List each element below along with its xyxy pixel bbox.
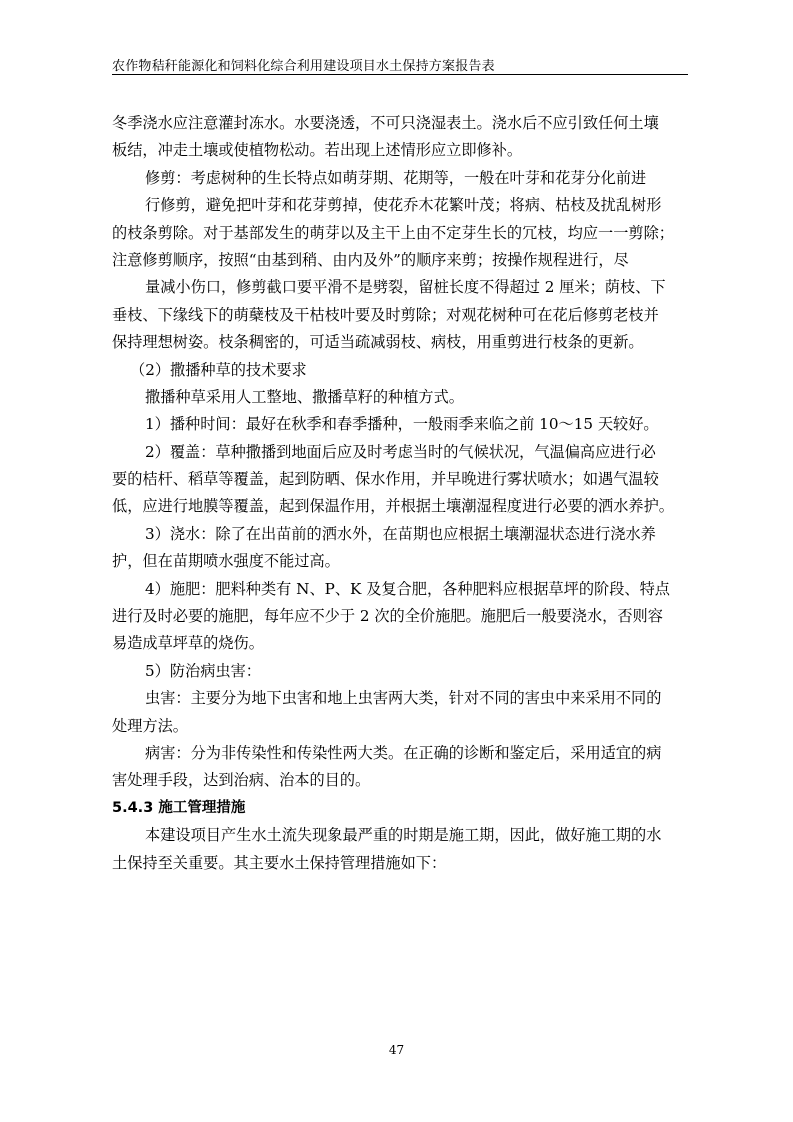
paragraph-line: 低，应进行地膜等覆盖，起到保温作用，并根据土壤潮湿程度进行必要的洒水养护。 <box>112 497 674 516</box>
page-number: 47 <box>388 1043 405 1057</box>
paragraph-line: 5）防治病虫害： <box>145 661 261 680</box>
page-header: 农作物秸秆能源化和饲料化综合利用建设项目水土保持方案报告表 <box>112 59 495 74</box>
subsection-title: （2）撒播种草的技术要求 <box>130 360 307 379</box>
paragraph-line: 注意修剪顺序，按照“由基到稍、由内及外”的顺序来剪；按操作规程进行，尽 <box>112 250 629 269</box>
paragraph-line: 的枝条剪除。对于基部发生的萌芽以及主干上由不定芽生长的冗枝，均应一一剪除； <box>112 223 674 242</box>
paragraph-line: 1）播种时间：最好在秋季和春季播种，一般雨季来临之前 10～15 天较好。 <box>145 415 659 434</box>
paragraph-line: 保持理想树姿。枝条稠密的，可适当疏减弱枝、病枝，用重剪进行枝条的更新。 <box>112 333 644 352</box>
paragraph-line: 撒播种草采用人工整地、撒播草籽的种植方式。 <box>145 387 464 406</box>
paragraph-line: 害处理手段，达到治病、治本的目的。 <box>112 771 371 790</box>
document-body <box>112 110 688 877</box>
paragraph-line: 修剪：考虑树种的生长特点如萌芽期、花期等，一般在叶芽和花芽分化前进 <box>145 168 647 187</box>
paragraph-line: 行修剪，避免把叶芽和花芽剪掉，使花乔木花繁叶茂；将病、枯枝及扰乱树形 <box>145 196 662 215</box>
paragraph-line: 量减小伤口，修剪截口要平滑不是劈裂，留桩长度不得超过 2 厘米；荫枝、下 <box>145 278 666 297</box>
paragraph-line: 冬季浇水应注意灌封冻水。水要浇透，不可只浇湿表土。浇水后不应引致任何土壤 <box>112 114 659 132</box>
paragraph-line: 板结，冲走土壤或使植物松动。若出现上述情形应立即修补。 <box>112 141 523 160</box>
paragraph-line: 本建设项目产生水土流失现象最严重的时期是施工期，因此，做好施工期的水 <box>145 826 662 845</box>
paragraph-line: 进行及时必要的施肥，每年应不少于 2 次的全价施肥。施肥后一般要浇水，否则容 <box>112 607 663 626</box>
paragraph-line: 2）覆盖：草种撒播到地面后应及时考虑当时的气候状况，气温偏高应进行必 <box>145 442 656 461</box>
paragraph-line: 3）浇水：除了在出苗前的洒水外，在苗期也应根据土壤潮湿状态进行浇水养 <box>145 524 656 543</box>
header-rule <box>112 74 688 75</box>
paragraph-line: 虫害：主要分为地下虫害和地上虫害两大类，针对不同的害虫中来采用不同的 <box>145 689 662 708</box>
paragraph-line: 病害：分为非传染性和传染性两大类。在正确的诊断和鉴定后，采用适宜的病 <box>145 743 662 762</box>
paragraph-line: 护，但在苗期喷水强度不能过高。 <box>112 552 340 571</box>
paragraph-line: 要的桔杆、稻草等覆盖，起到防晒、保水作用，并早晚进行雾状喷水；如遇气温较 <box>112 470 659 489</box>
paragraph-line: 4）施肥：肥料种类有 N、P、K 及复合肥，各种肥料应根据草坪的阶段、特点 <box>145 579 670 598</box>
paragraph-line: 处理方法。 <box>112 716 188 735</box>
paragraph-line: 易造成草坪草的烧伤。 <box>112 634 264 653</box>
paragraph-line: 土保持至关重要。其主要水土保持管理措施如下： <box>112 853 447 872</box>
section-heading: 5.4.3 施工管理措施 <box>112 799 246 816</box>
paragraph-line: 垂枝、下缘线下的萌蘖枝及干枯枝叶要及时剪除；对观花树种可在花后修剪老枝并 <box>112 305 659 324</box>
